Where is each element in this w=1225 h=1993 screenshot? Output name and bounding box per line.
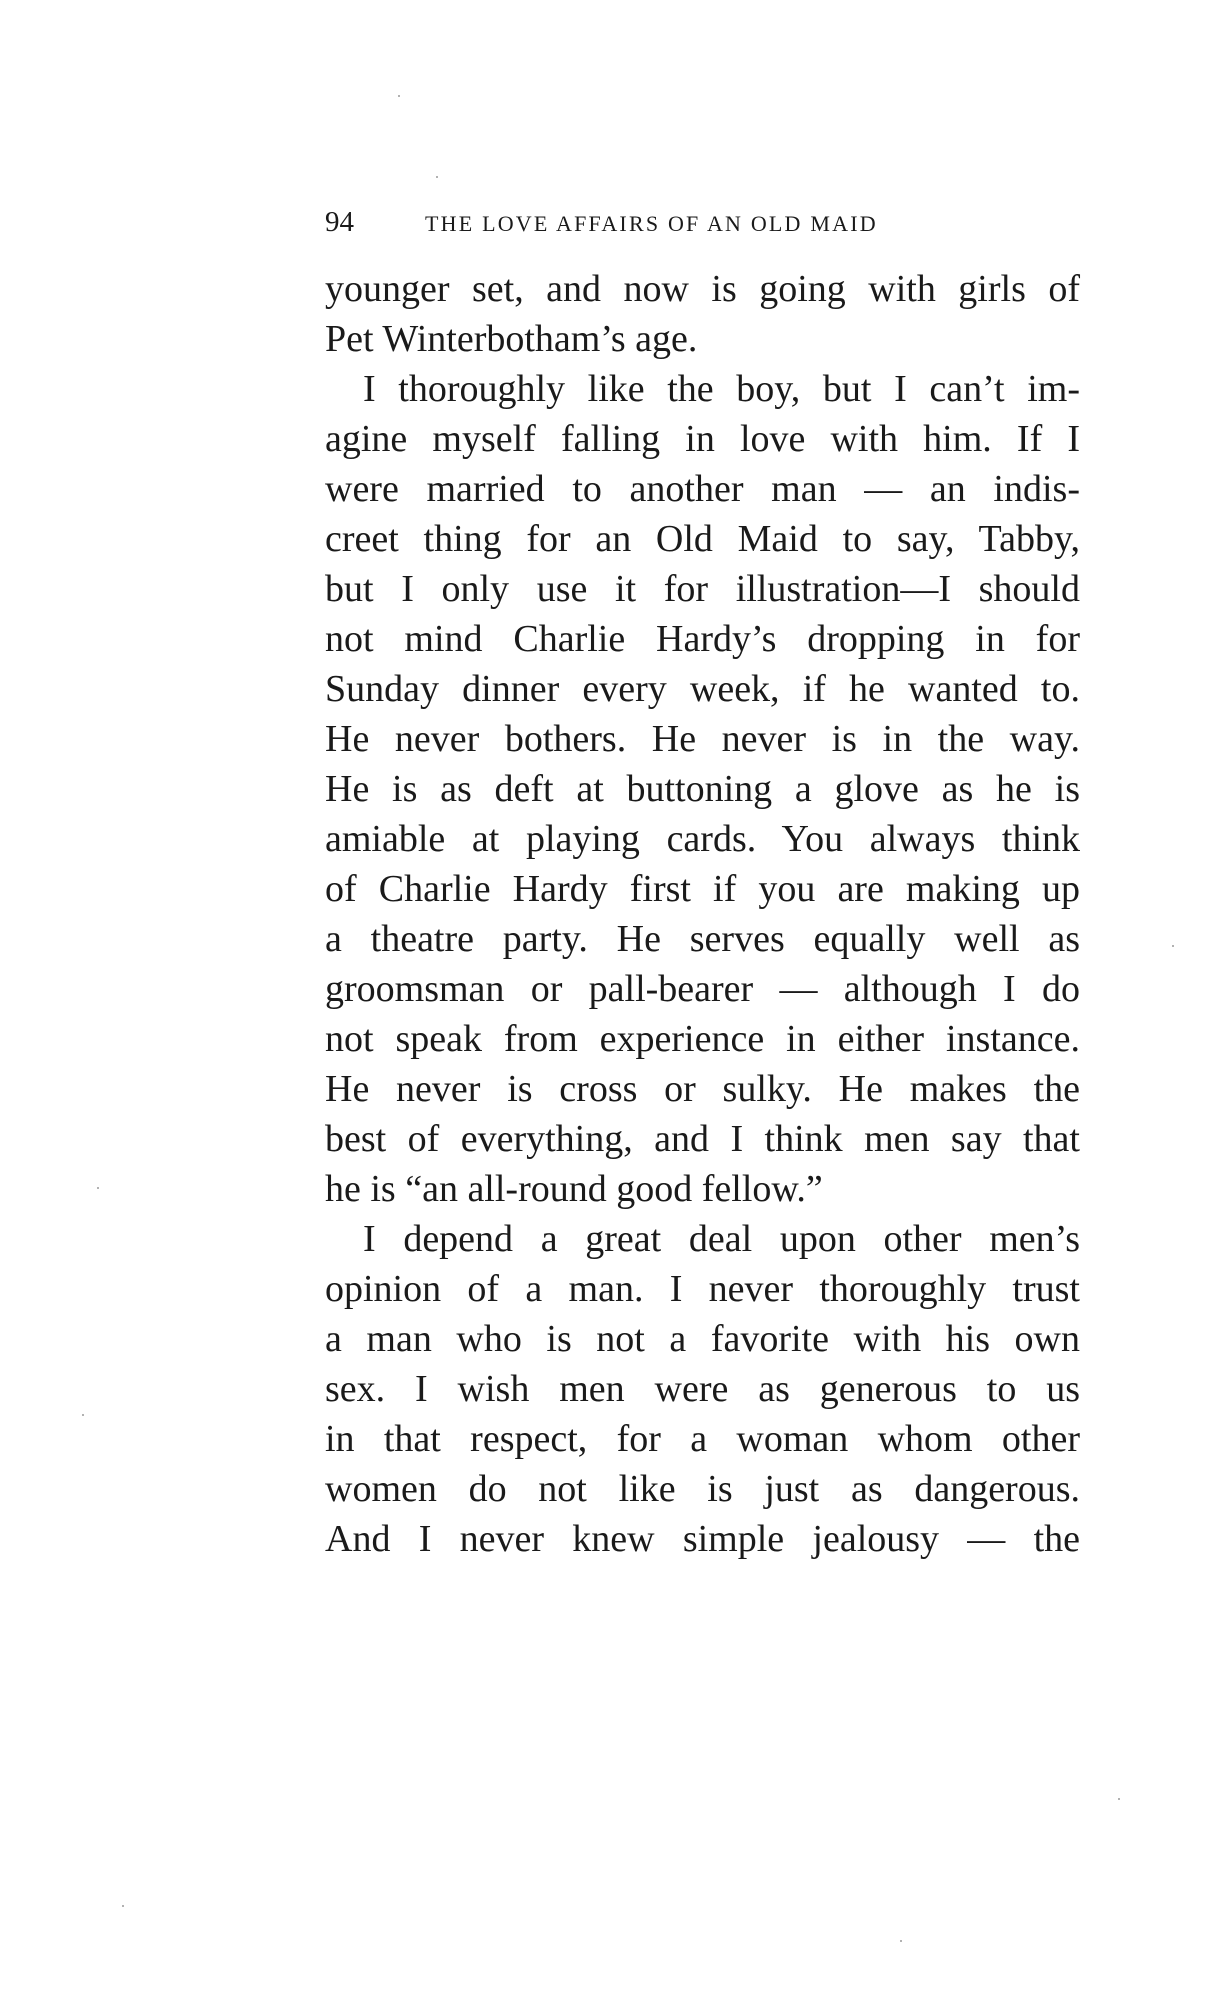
paper-speck bbox=[900, 1940, 902, 1942]
text-line: younger set, and now is going with girls of bbox=[325, 268, 1080, 310]
text-line: not speak from experience in either instance. bbox=[325, 1018, 1080, 1060]
text-line: And I never knew simple jealousy — the bbox=[325, 1518, 1080, 1560]
text-line: he is “an all-round good fellow.” bbox=[325, 1168, 823, 1210]
paper-speck bbox=[122, 1905, 124, 1907]
text-line: women do not like is just as dangerous. bbox=[325, 1468, 1080, 1510]
running-title: THE LOVE AFFAIRS OF AN OLD MAID bbox=[425, 211, 878, 236]
text-line: amiable at playing cards. You always think bbox=[325, 818, 1080, 860]
text-line: but I only use it for illustration—I should bbox=[325, 568, 1080, 610]
text-line: a theatre party. He serves equally well as bbox=[325, 918, 1080, 960]
text-line: sex. I wish men were as generous to us bbox=[325, 1368, 1080, 1410]
paper-speck bbox=[436, 176, 438, 178]
running-head bbox=[325, 202, 1085, 242]
page-number: 94 bbox=[325, 206, 354, 238]
text-line: creet thing for an Old Maid to say, Tabby, bbox=[325, 518, 1080, 560]
text-line: agine myself falling in love with him. If I bbox=[325, 418, 1080, 460]
text-line: Pet Winterbotham’s age. bbox=[325, 318, 698, 360]
paper-speck bbox=[82, 1414, 84, 1416]
text-line: He never is cross or sulky. He makes the bbox=[325, 1068, 1080, 1110]
text-line: in that respect, for a woman whom other bbox=[325, 1418, 1080, 1460]
text-line: Sunday dinner every week, if he wanted to. bbox=[325, 668, 1080, 710]
paper-speck bbox=[97, 1187, 99, 1189]
text-line: groomsman or pall-bearer — although I do bbox=[325, 968, 1080, 1010]
paper-speck bbox=[1118, 1798, 1120, 1800]
text-line: a man who is not a favorite with his own bbox=[325, 1318, 1080, 1360]
text-line: not mind Charlie Hardy’s dropping in for bbox=[325, 618, 1080, 660]
paper-speck bbox=[398, 95, 400, 97]
text-line: were married to another man — an indis- bbox=[325, 468, 1080, 510]
text-line: He is as deft at buttoning a glove as he is bbox=[325, 768, 1080, 810]
text-line: opinion of a man. I never thoroughly trust bbox=[325, 1268, 1080, 1310]
body-text bbox=[325, 264, 1080, 1564]
text-line: He never bothers. He never is in the way. bbox=[325, 718, 1080, 760]
paragraph-start-line: I thoroughly like the boy, but I can’t im- bbox=[363, 368, 1080, 410]
text-line: best of everything, and I think men say that bbox=[325, 1118, 1080, 1160]
paragraph-start-line: I depend a great deal upon other men’s bbox=[363, 1218, 1080, 1260]
paper-speck bbox=[1172, 945, 1174, 947]
text-line: of Charlie Hardy first if you are making up bbox=[325, 868, 1080, 910]
